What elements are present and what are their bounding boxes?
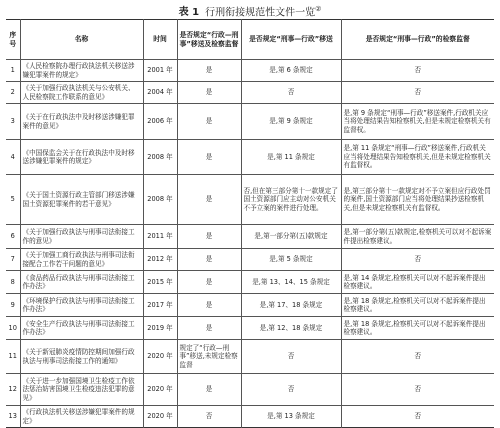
row-supervision: 是,第 9 条规定“刑事—行政”移送案件,行政机关应当将处理结果告知检察机关,但是未规定检察机关有监督权。	[341, 104, 494, 140]
row-supervision: 是,第一部分第(五)款规定,检察机关可以对不起诉案件提出检察建议。	[341, 225, 494, 249]
row-admin-to-criminal: 是	[177, 60, 241, 82]
row-admin-to-criminal: 规定了“行政—刑事”移送,未规定检察监督	[177, 340, 241, 374]
row-name: 《关于加强行政执法与刑事司法衔接工作的意见》	[20, 225, 143, 249]
table-row	[6, 175, 494, 225]
row-name: 《环境保护行政执法与刑事司法衔接工作办法》	[20, 294, 143, 317]
table-row	[6, 60, 494, 82]
row-supervision: 是,第三部分第十一款规定对不予立案但应行政处罚的案件,国土资源部门应当将处理结果抄送检察机关,但是未规定检察机关有监督权。	[341, 175, 494, 225]
row-year: 2019 年	[143, 317, 177, 340]
table-row	[6, 225, 494, 249]
header-name: 名称	[20, 20, 143, 60]
row-name: 《食品药品行政执法与刑事司法衔接工作办法》	[20, 271, 143, 294]
row-index: 9	[6, 294, 20, 317]
row-year: 2020 年	[143, 340, 177, 374]
row-criminal-to-admin: 是,第 9 条规定	[241, 104, 341, 140]
row-supervision: 否	[341, 340, 494, 374]
row-index: 3	[6, 104, 20, 140]
row-index: 6	[6, 225, 20, 249]
row-supervision: 是,第 18 条规定,检察机关可以对不起诉案件提出检察建议。	[341, 294, 494, 317]
row-index: 7	[6, 249, 20, 271]
table-caption-title: 行刑衔接规范性文件一览	[205, 7, 316, 19]
row-year: 2008 年	[143, 140, 177, 175]
row-name: 《关于新冠肺炎疫情防控期间加强行政执法与刑事司法衔接工作的通知》	[20, 340, 143, 374]
row-supervision: 否	[341, 60, 494, 82]
row-criminal-to-admin: 是,第一部分第(五)款规定	[241, 225, 341, 249]
row-index: 2	[6, 82, 20, 104]
row-supervision: 否	[341, 82, 494, 104]
row-supervision: 是,第 11 条规定“刑事—行政”移送案件,行政机关应当将处理结果告知检察机关,但是未规定检察机关有监督权。	[341, 140, 494, 175]
row-name: 《关于国土资源行政主管部门移送涉嫌国土资源犯罪案件的若干意见》	[20, 175, 143, 225]
row-index: 10	[6, 317, 20, 340]
row-year: 2006 年	[143, 104, 177, 140]
row-criminal-to-admin: 是,第 11 条规定	[241, 140, 341, 175]
row-criminal-to-admin: 否	[241, 82, 341, 104]
row-criminal-to-admin: 否	[241, 340, 341, 374]
row-admin-to-criminal: 是	[177, 140, 241, 175]
row-admin-to-criminal: 是	[177, 317, 241, 340]
row-admin-to-criminal: 否	[177, 406, 241, 428]
row-year: 2017 年	[143, 294, 177, 317]
row-admin-to-criminal: 是	[177, 175, 241, 225]
row-criminal-to-admin: 是,第 12、18 条规定	[241, 317, 341, 340]
header-supervision: 是否规定“刑事—行政”的检察监督	[341, 20, 494, 60]
header-admin-to-criminal: 是否规定“行政—刑事”移送及检察监督	[177, 20, 241, 60]
table-row	[6, 271, 494, 294]
table-row	[6, 249, 494, 271]
row-supervision: 是,第 18 条规定,检察机关可以对不起诉案件提出检察建议。	[341, 317, 494, 340]
table-row	[6, 82, 494, 104]
row-index: 4	[6, 140, 20, 175]
row-index: 5	[6, 175, 20, 225]
row-name: 《关于进一步加强国境卫生检疫工作依法惩治妨害国境卫生检疫违法犯罪的意见》	[20, 374, 143, 406]
row-supervision: 否	[341, 249, 494, 271]
table-row	[6, 317, 494, 340]
regulations-table	[6, 19, 494, 428]
row-name: 《关于加强工商行政执法与刑事司法衔接配合工作若干问题的意见》	[20, 249, 143, 271]
row-index: 11	[6, 340, 20, 374]
row-year: 2011 年	[143, 225, 177, 249]
footnote-mark: ②	[315, 5, 322, 13]
row-name: 《关于在行政执法中及时移送涉嫌犯罪案件的意见》	[20, 104, 143, 140]
row-year: 2001 年	[143, 60, 177, 82]
row-admin-to-criminal: 是	[177, 374, 241, 406]
row-criminal-to-admin: 是,第 13、14、15 条规定	[241, 271, 341, 294]
table-row	[6, 374, 494, 406]
row-year: 2008 年	[143, 175, 177, 225]
table-row	[6, 140, 494, 175]
header-index: 序号	[6, 20, 20, 60]
table-row	[6, 340, 494, 374]
row-admin-to-criminal: 是	[177, 82, 241, 104]
table-row	[6, 294, 494, 317]
row-criminal-to-admin: 否,但在第三部分第十一款规定了国土资源部门应主动对公安机关不予立案的案件进行处理。	[241, 175, 341, 225]
row-admin-to-criminal: 是	[177, 294, 241, 317]
row-index: 1	[6, 60, 20, 82]
row-year: 2020 年	[143, 406, 177, 428]
row-criminal-to-admin: 否	[241, 374, 341, 406]
row-criminal-to-admin: 是,第 17、18 条规定	[241, 294, 341, 317]
table-caption	[0, 0, 500, 18]
row-name: 《中国保监会关于在行政执法中及时移送涉嫌犯罪案件的规定》	[20, 140, 143, 175]
row-index: 13	[6, 406, 20, 428]
row-supervision: 否	[341, 374, 494, 406]
row-admin-to-criminal: 是	[177, 249, 241, 271]
row-name: 《关于加强行政执法机关与公安机关、人民检察院工作联系的意见》	[20, 82, 143, 104]
header-year: 时间	[143, 20, 177, 60]
row-index: 8	[6, 271, 20, 294]
row-year: 2020 年	[143, 374, 177, 406]
header-criminal-to-admin: 是否规定“刑事—行政”移送	[241, 20, 341, 60]
row-criminal-to-admin: 是,第 5 条规定	[241, 249, 341, 271]
table-row	[6, 406, 494, 428]
row-index: 12	[6, 374, 20, 406]
row-criminal-to-admin: 是,第 6 条规定	[241, 60, 341, 82]
row-admin-to-criminal: 是	[177, 104, 241, 140]
table-caption-label: 表 1	[178, 7, 200, 19]
row-supervision: 是,第 14 条规定,检察机关可以对不起诉案件提出检察建议。	[341, 271, 494, 294]
row-criminal-to-admin: 是,第 13 条规定	[241, 406, 341, 428]
row-admin-to-criminal: 是	[177, 225, 241, 249]
row-admin-to-criminal: 是	[177, 271, 241, 294]
row-year: 2012 年	[143, 249, 177, 271]
row-year: 2004 年	[143, 82, 177, 104]
header-row	[6, 20, 494, 60]
row-year: 2015 年	[143, 271, 177, 294]
row-supervision: 否	[341, 406, 494, 428]
table-row	[6, 104, 494, 140]
row-name: 《安全生产行政执法与刑事司法衔接工作办法》	[20, 317, 143, 340]
row-name: 《行政执法机关移送涉嫌犯罪案件的规定》	[20, 406, 143, 428]
row-name: 《人民检察院办理行政执法机关移送涉嫌犯罪案件的规定》	[20, 60, 143, 82]
